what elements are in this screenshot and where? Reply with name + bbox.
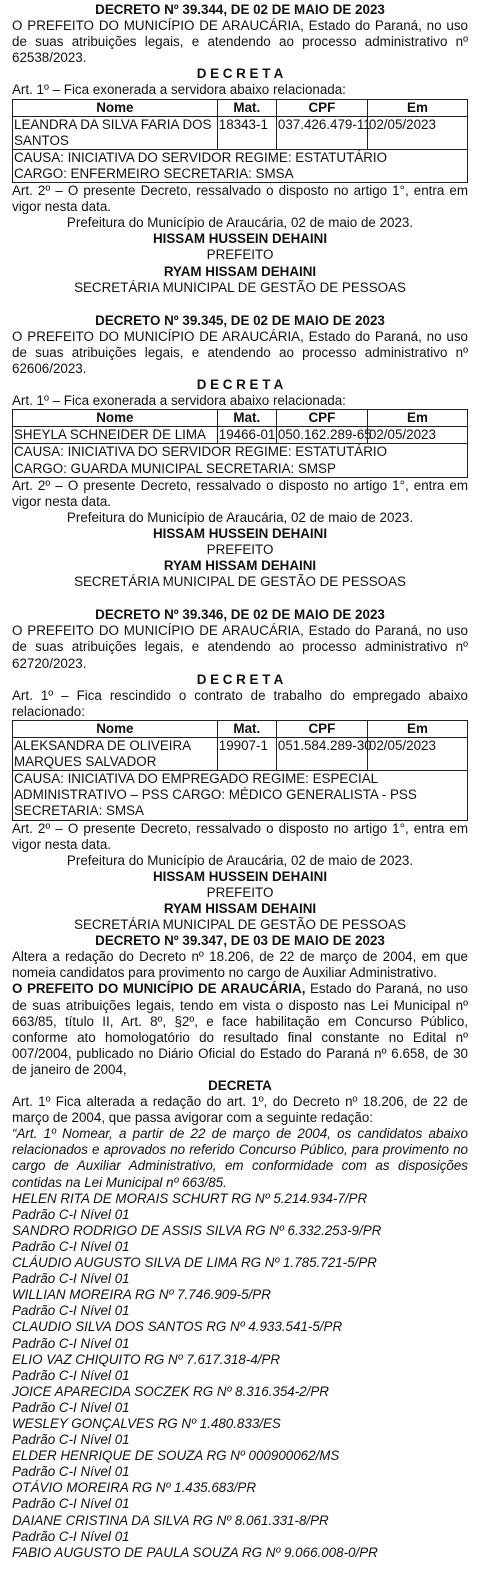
- article-1: Art. 1º Fica alterada a redação do art. 1º, do Decreto nº 18.206, de 22 de março de 2004, que passa avigorar com a seguinte redação:: [12, 1094, 468, 1126]
- employee-table: [12, 99, 468, 183]
- decree-39347: [12, 933, 468, 1561]
- nominee-name: WILLIAN MOREIRA RG Nº 7.746.909-5/PR: [12, 1287, 271, 1303]
- role-mayor: PREFEITO: [206, 247, 274, 263]
- nominee-level: Padrão C-I Nível 01: [12, 1399, 130, 1415]
- article-2: Art. 2º – O presente Decreto, ressalvado o disposto no artigo 1°, entra em vigor nesta data.: [12, 820, 468, 852]
- role-secretary: SECRETÁRIA MUNICIPAL DE GESTÃO DE PESSOAS: [74, 279, 406, 295]
- decree-title: DECRETO Nº 39.346, DE 02 DE MAIO DE 2023: [95, 607, 385, 623]
- col-header-nome: Nome: [13, 99, 218, 116]
- cell-mat: 19466-01: [218, 427, 276, 443]
- nominee-level: Padrão C-I Nível 01: [12, 1303, 130, 1319]
- decree-block: [12, 313, 468, 591]
- decree-block: [12, 2, 468, 296]
- table-row: [13, 116, 468, 149]
- decreta-heading: D E C R E T A: [196, 66, 284, 82]
- article-2: Art. 2º – O presente Decreto, ressalvado o disposto no artigo 1°, entra em vigor nesta data.: [12, 477, 468, 509]
- intro-bold: O PREFEITO DO MUNICÍPIO DE ARAUCÁRIA,: [12, 981, 306, 997]
- col-header-em: Em: [367, 99, 467, 116]
- cell-date: 02/05/2023: [367, 738, 467, 771]
- role-secretary: SECRETÁRIA MUNICIPAL DE GESTÃO DE PESSOAS: [74, 917, 406, 933]
- cause-cell: [13, 444, 468, 477]
- nominee-level: Padrão C-I Nível 01: [12, 1206, 130, 1222]
- cell-date: 02/05/2023: [367, 116, 467, 149]
- table-header-row: [13, 99, 468, 116]
- place-date: Prefeitura do Município de Araucária, 02 de maio de 2023.: [66, 215, 414, 231]
- col-header-cpf: CPF: [276, 410, 367, 427]
- article-2: Art. 2º – O presente Decreto, ressalvado o disposto no artigo 1°, entra em vigor nesta data.: [12, 183, 468, 215]
- col-header-cpf: CPF: [276, 720, 367, 737]
- decree-title: DECRETO Nº 39.345, DE 02 DE MAIO DE 2023: [95, 312, 385, 328]
- nominee-level: Padrão C-I Nível 01: [12, 1464, 130, 1480]
- decreta-heading: DECRETA: [208, 1078, 272, 1093]
- nominee-level: Padrão C-I Nível 01: [12, 1335, 130, 1351]
- nominee-name: ELIO VAZ CHIQUITO RG Nº 7.617.318-4/PR: [12, 1351, 281, 1367]
- nominee-name: HELEN RITA DE MORAIS SCHURT RG Nº 5.214.934-7/PR: [12, 1190, 368, 1206]
- cause-cell: [13, 149, 468, 182]
- role-mayor: PREFEITO: [206, 884, 274, 900]
- table-row: [13, 738, 468, 771]
- place-date: Prefeitura do Município de Araucária, 02 de maio de 2023.: [66, 852, 414, 868]
- table-header-row: [13, 410, 468, 427]
- nominee-name: DAIANE CRISTINA DA SILVA RG Nº 8.061.331-8/PR: [12, 1512, 329, 1528]
- cause-text: CAUSA: INICIATIVA DO SERVIDOR REGIME: ESTATUTÁRIO: [14, 444, 388, 460]
- nominee-level: Padrão C-I Nível 01: [12, 1528, 130, 1544]
- col-header-mat: Mat.: [217, 720, 276, 737]
- signatory-secretary: RYAM HISSAM DEHAINI: [163, 263, 317, 279]
- signatory-mayor: HISSAM HUSSEIN DEHAINI: [152, 868, 328, 884]
- col-header-mat: Mat.: [217, 410, 276, 427]
- col-header-cpf: CPF: [276, 99, 367, 116]
- cell-date: 02/05/2023: [367, 427, 467, 444]
- cell-name: ALEKSANDRA DE OLIVEIRA MARQUES SALVADOR: [13, 738, 218, 771]
- nominee-level: Padrão C-I Nível 01: [12, 1432, 130, 1448]
- cargo-text: CARGO: GUARDA MUNICIPAL SECRETARIA: SMSP: [14, 460, 336, 476]
- decree-intro: O PREFEITO DO MUNICÍPIO DE ARAUCÁRIA, Estado do Paraná, no uso de suas atribuições legais, e atendendo ao processo administrativo nº 62720/2023.: [12, 623, 468, 671]
- nominee-name: ELDER HENRIQUE DE SOUZA RG Nº 000900062/MS: [12, 1448, 340, 1464]
- signatory-secretary: RYAM HISSAM DEHAINI: [163, 558, 317, 574]
- employee-table: [12, 720, 468, 821]
- col-header-mat: Mat.: [217, 99, 276, 116]
- nominee-level: Padrão C-I Nível 01: [12, 1271, 130, 1287]
- cell-cpf: 050.162.289-65: [277, 427, 372, 443]
- table-cause-row: [13, 149, 468, 182]
- nominee-level: Padrão C-I Nível 01: [12, 1367, 130, 1383]
- table-cause-row: [13, 771, 468, 820]
- decree-intro: O PREFEITO DO MUNICÍPIO DE ARAUCÁRIA, Estado do Paraná, no uso de suas atribuições legais, e atendendo ao processo administrativo nº 62538/2023.: [12, 18, 468, 66]
- cause-text: CAUSA: INICIATIVA DO SERVIDOR REGIME: ESTATUTÁRIO: [14, 149, 388, 165]
- decreta-heading: D E C R E T A: [196, 377, 284, 393]
- employee-table: [12, 409, 468, 477]
- col-header-em: Em: [367, 720, 467, 737]
- role-secretary: SECRETÁRIA MUNICIPAL DE GESTÃO DE PESSOAS: [74, 574, 406, 590]
- signatory-secretary: RYAM HISSAM DEHAINI: [163, 900, 317, 916]
- table-header-row: [13, 720, 468, 737]
- nominee-name: JOICE APARECIDA SOCZEK RG Nº 8.316.354-2/PR: [12, 1383, 329, 1399]
- nominee-name: CLÁUDIO AUGUSTO SILVA DE LIMA RG Nº 1.785.721-5/PR: [12, 1255, 377, 1271]
- col-header-nome: Nome: [13, 720, 218, 737]
- place-date: Prefeitura do Município de Araucária, 02 de maio de 2023.: [66, 509, 414, 525]
- cause-cell: [13, 771, 468, 820]
- nominee-list: [12, 1191, 468, 1561]
- decree-title: DECRETO Nº 39.347, DE 03 DE MAIO DE 2023: [95, 933, 385, 949]
- decreta-heading: D E C R E T A: [196, 671, 284, 687]
- table-cause-row: [13, 444, 468, 477]
- decree-block: [12, 607, 468, 933]
- decree-list: [12, 2, 468, 933]
- cell-mat: 18343-1: [217, 116, 276, 149]
- cause-text: CAUSA: INICIATIVA DO EMPREGADO REGIME: ESPECIAL ADMINISTRATIVO – PSS CARGO: MÉDICO GENERALISTA - PSS SECRETARIA: SMSA: [14, 771, 417, 819]
- nominee-name: SANDRO RODRIGO DE ASSIS SILVA RG Nº 6.332.253-9/PR: [12, 1222, 382, 1238]
- nominee-level: Padrão C-I Nível 01: [12, 1238, 130, 1254]
- cell-name: LEANDRA DA SILVA FARIA DOS SANTOS: [13, 116, 218, 149]
- cell-name: SHEYLA SCHNEIDER DE LIMA: [13, 427, 218, 444]
- cell-mat: 19907-1: [217, 738, 276, 771]
- cargo-text: CARGO: ENFERMEIRO SECRETARIA: SMSA: [14, 165, 294, 181]
- signatory-mayor: HISSAM HUSSEIN DEHAINI: [152, 231, 328, 247]
- col-header-em: Em: [367, 410, 467, 427]
- nominee-name: FABIO AUGUSTO DE PAULA SOUZA RG Nº 9.066.008-0/PR: [12, 1544, 378, 1560]
- col-header-nome: Nome: [13, 410, 218, 427]
- role-mayor: PREFEITO: [206, 542, 274, 557]
- article-1: Art. 1º – Fica exonerada a servidora abaixo relacionada:: [12, 393, 346, 409]
- signatory-mayor: HISSAM HUSSEIN DEHAINI: [152, 525, 328, 541]
- nominee-name: OTÁVIO MOREIRA RG Nº 1.435.683/PR: [12, 1480, 257, 1496]
- decree-intro: O PREFEITO DO MUNICÍPIO DE ARAUCÁRIA, Estado do Paraná, no uso de suas atribuições legais, e atendendo ao processo administrativo nº 62606/2023.: [12, 328, 468, 376]
- nominee-level: Padrão C-I Nível 01: [12, 1496, 130, 1512]
- nominee-name: WESLEY GONÇALVES RG Nº 1.480.833/ES: [12, 1415, 281, 1431]
- article-1: Art. 1º – Fica rescindido o contrato de trabalho do empregado abaixo relacionado:: [12, 687, 468, 719]
- intro-rest: Estado do Paraná, no uso de suas atribuições legais, tendo em vista o disposto nas Lei Municipal nº 663/85, título II, Art. 8º, §2º, e face habilitação em Concurso Público, conforme ato homologatório do resultado final constante no Edital nº 007/2004, publicado no Diário Oficial do Estado do Paraná nº 6.658, de 30 de janeiro de 2004,: [12, 981, 468, 1077]
- decree-summary: Altera a redação do Decreto nº 18.206, de 22 de março de 2004, em que nomeia candidatos para provimento no cargo de Auxiliar Administrativo.: [12, 949, 468, 981]
- article-1: Art. 1º – Fica exonerada a servidora abaixo relacionada:: [12, 82, 346, 98]
- table-row: [13, 427, 468, 444]
- decree-intro: [12, 981, 468, 1078]
- decree-title: DECRETO Nº 39.344, DE 02 DE MAIO DE 2023: [95, 2, 385, 17]
- quoted-article: “Art. 1º Nomear, a partir de 22 de março de 2004, os candidatos abaixo relacionados e aprovados no referido Concurso Público, para provimento no cargo de Auxiliar Administrativo, em conformidade com as disposições contidas na Lei Municipal nº 663/85.: [12, 1126, 468, 1190]
- cell-cpf: 051.584.289-30: [276, 738, 367, 771]
- nominee-name: CLAUDIO SILVA DOS SANTOS RG Nº 4.933.541-5/PR: [12, 1319, 343, 1335]
- cell-cpf: 037.426.479-11: [276, 116, 367, 149]
